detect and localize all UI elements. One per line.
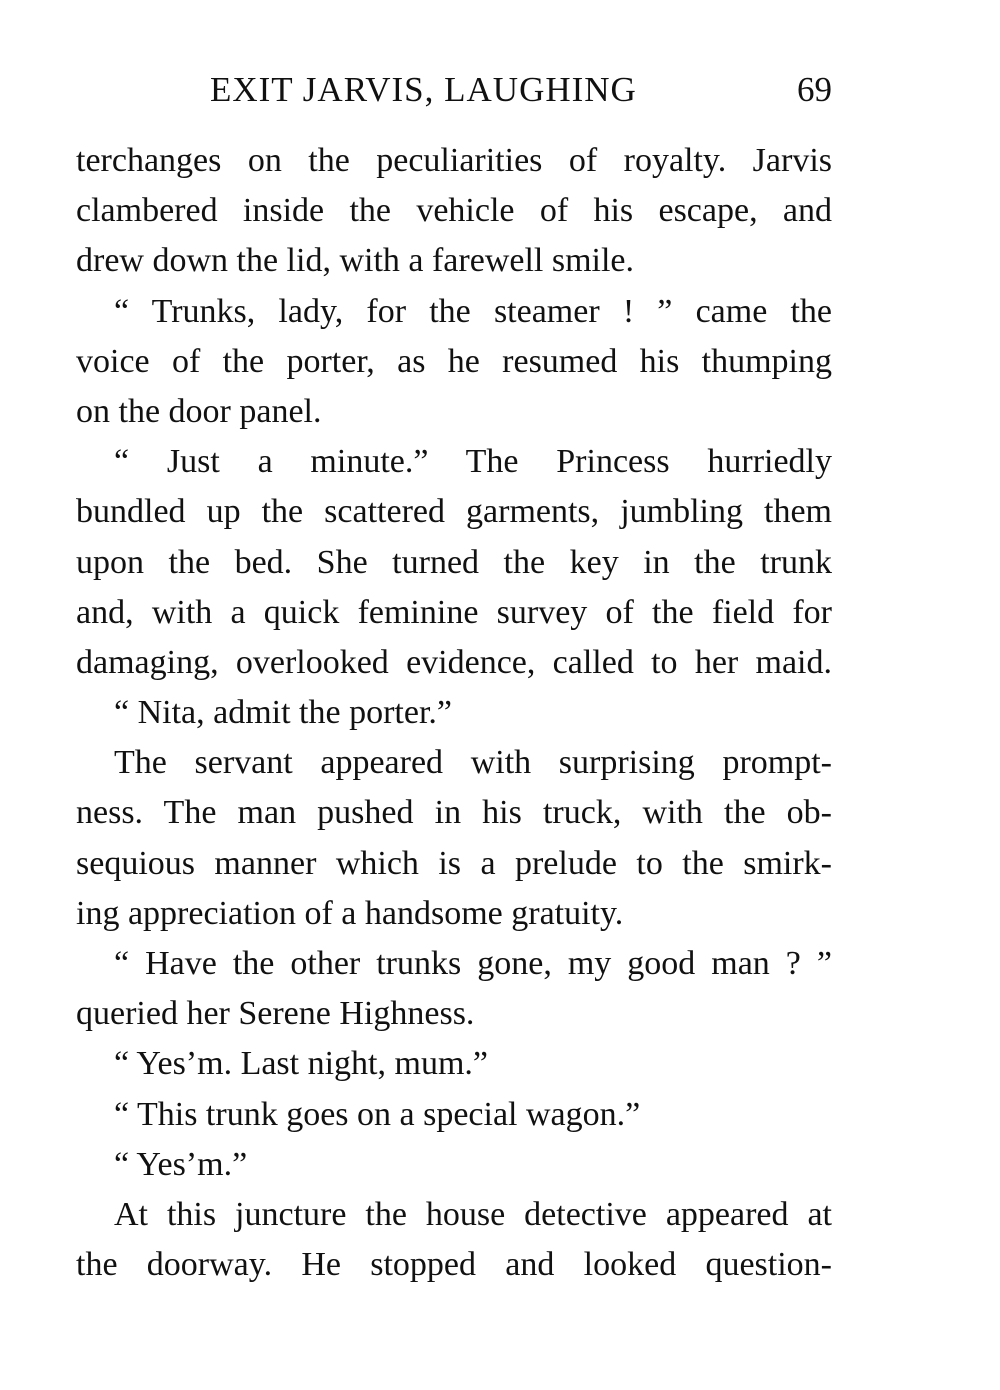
body-text — [76, 136, 832, 1290]
text-line: ing appreciation of a handsome gratuity. — [76, 894, 624, 932]
text-line: “ This trunk goes on a special wagon.” — [114, 1095, 641, 1133]
text-line: “ Yes’m.” — [114, 1145, 248, 1183]
running-head: EXIT JARVIS, LAUGHING — [210, 70, 637, 109]
text-line: bundled up the scattered garments, jumbling them — [76, 493, 832, 531]
text-line: queried her Serene Highness. — [76, 995, 475, 1033]
text-line: on the door panel. — [76, 392, 322, 430]
text-line: The servant appeared with surprising prompt- — [114, 744, 832, 782]
text-line: “ Have the other trunks gone, my good man ? ” — [114, 945, 832, 982]
text-line: and, with a quick feminine survey of the field for — [76, 593, 832, 631]
text-line: “ Trunks, lady, for the steamer ! ” came the — [114, 292, 832, 330]
text-line: ness. The man pushed in his truck, with the ob- — [76, 794, 832, 832]
text-line: At this juncture the house detective appeared at — [114, 1195, 832, 1233]
text-line: the doorway. He stopped and looked question- — [76, 1246, 832, 1284]
page-number: 69 — [797, 70, 832, 109]
text-line: drew down the lid, with a farewell smile. — [76, 242, 635, 280]
text-line: voice of the porter, as he resumed his thumping — [76, 342, 832, 380]
text-line: sequious manner which is a prelude to the smirk- — [76, 844, 832, 882]
text-line: “ Yes’m. Last night, mum.” — [114, 1045, 488, 1083]
text-line: “ Just a minute.” The Princess hurriedly — [114, 443, 832, 481]
text-line: terchanges on the peculiarities of royalty. Jarvis — [76, 142, 832, 179]
text-line: damaging, overlooked evidence, called to her maid. — [76, 643, 832, 681]
text-line: upon the bed. She turned the key in the trunk — [76, 543, 832, 581]
text-line: clambered inside the vehicle of his escape, and — [76, 192, 832, 230]
text-line: “ Nita, admit the porter.” — [114, 694, 452, 732]
page-header — [76, 64, 832, 124]
